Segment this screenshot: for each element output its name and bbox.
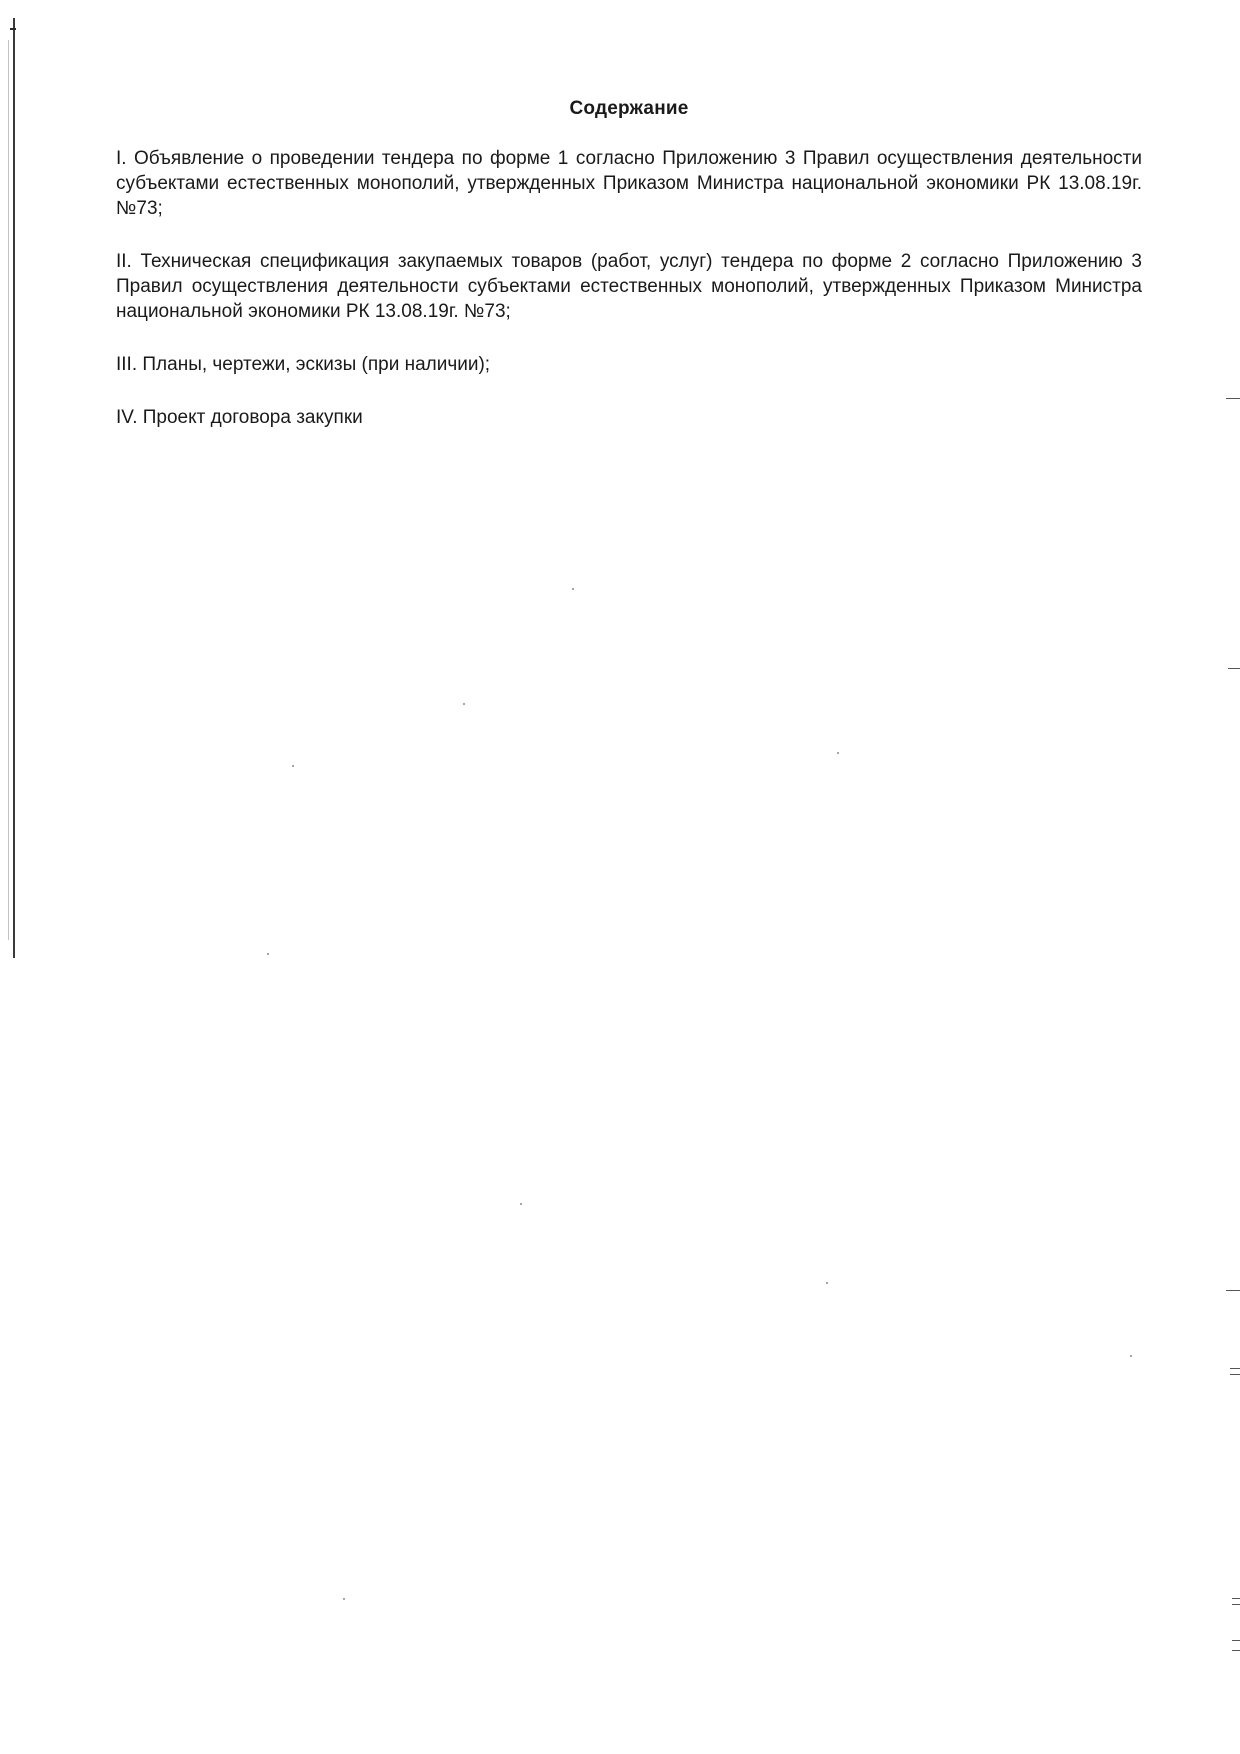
scan-mark bbox=[1226, 398, 1240, 399]
scan-dust bbox=[520, 1203, 522, 1205]
toc-item-2: II. Техническая спецификация закупаемых товаров (работ, услуг) тендера по форме 2 согласно Приложению 3 Правил осуществления деятельности субъектами естественных монополий, утвержденных Приказом Министра национальной экономики РК 13.08.19г. №73; bbox=[116, 251, 1142, 322]
scan-dust bbox=[292, 765, 294, 767]
scan-dust bbox=[343, 1598, 345, 1600]
scan-mark bbox=[1232, 1650, 1240, 1651]
scan-dust bbox=[267, 953, 269, 955]
scan-dust bbox=[463, 703, 465, 705]
scan-mark bbox=[1232, 1604, 1240, 1605]
scan-edge-tick bbox=[10, 28, 16, 30]
scan-mark bbox=[1230, 1374, 1240, 1375]
scan-dust bbox=[826, 1282, 828, 1284]
scan-edge-line bbox=[13, 18, 15, 958]
document-content bbox=[116, 98, 1142, 458]
scan-mark bbox=[1232, 1598, 1240, 1599]
scan-dust bbox=[1130, 1355, 1132, 1357]
scan-dust bbox=[572, 588, 574, 590]
scan-mark bbox=[1232, 1640, 1240, 1641]
document-title: Содержание bbox=[569, 98, 689, 119]
toc-item-4: IV. Проект договора закупки bbox=[116, 407, 363, 428]
scan-mark bbox=[1230, 1368, 1240, 1369]
scan-edge-line-faint bbox=[8, 40, 9, 940]
scan-dust bbox=[837, 752, 839, 754]
toc-item-3: III. Планы, чертежи, эскизы (при наличии); bbox=[116, 354, 491, 375]
scan-mark bbox=[1228, 668, 1240, 669]
toc-item-1: I. Объявление о проведении тендера по форме 1 согласно Приложению 3 Правил осуществления деятельности субъектами естественных монополий, утвержденных Приказом Министра национальной экономики РК 13.08.19г. №73; bbox=[116, 148, 1142, 219]
scan-mark bbox=[1226, 1290, 1240, 1291]
